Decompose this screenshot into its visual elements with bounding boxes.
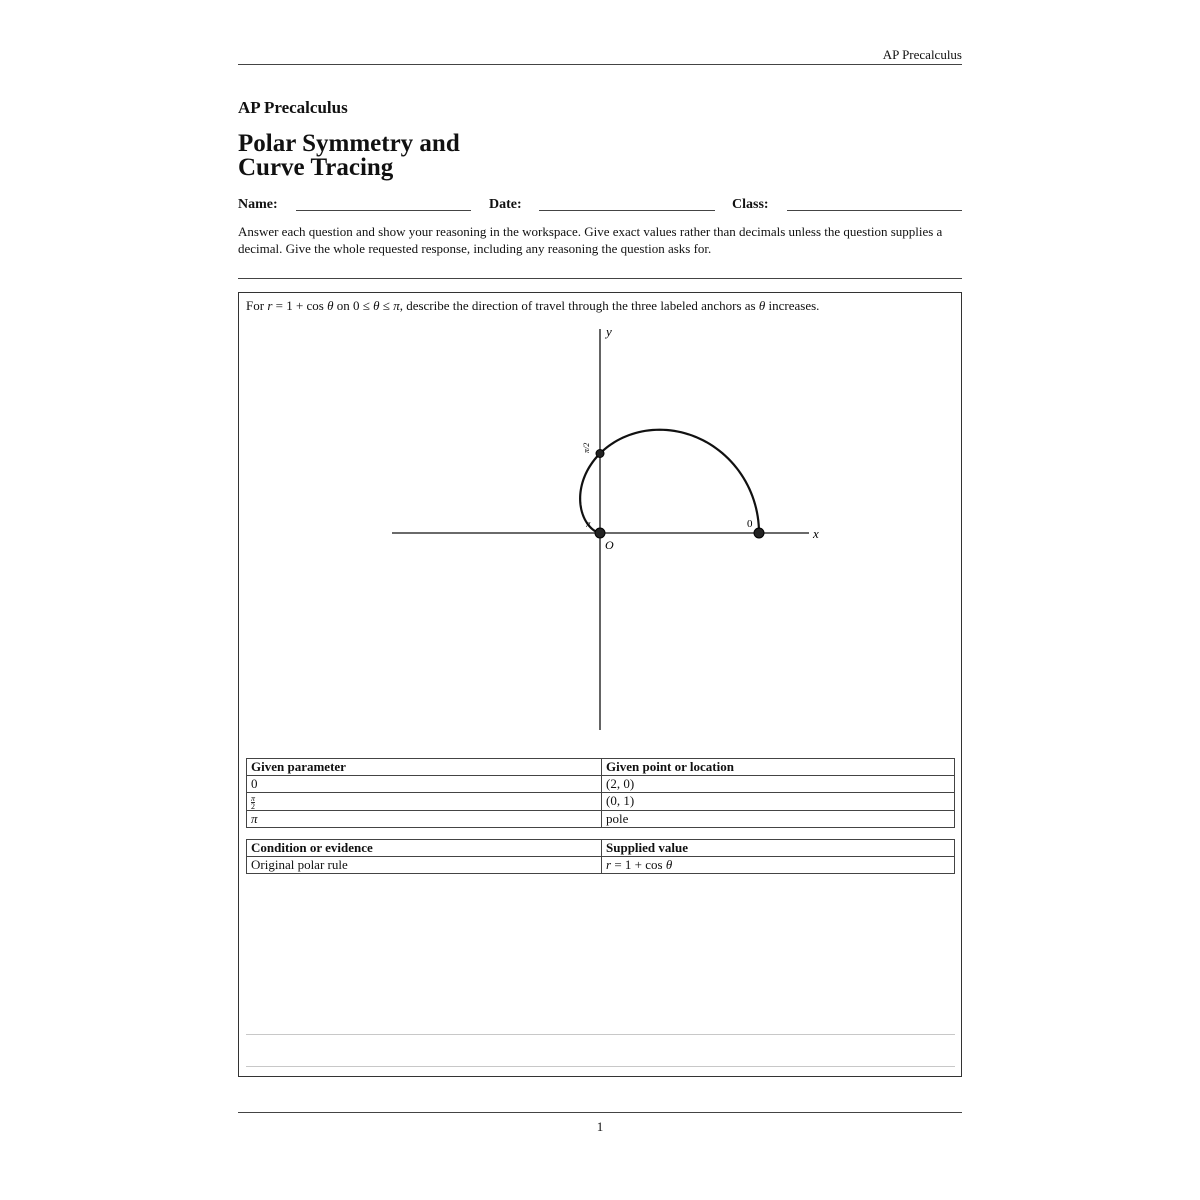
column-header: Given point or location — [602, 759, 955, 776]
answer-line[interactable] — [246, 1034, 955, 1035]
worksheet-page — [238, 0, 962, 1200]
header-rule — [238, 64, 962, 65]
prompt-text: on 0 ≤ — [333, 298, 374, 313]
class-label: Class: — [732, 197, 769, 212]
anchor-label-pi: π — [586, 519, 591, 529]
running-header: AP Precalculus — [882, 47, 962, 62]
anchor-point-theta-0 — [754, 528, 764, 538]
value-var-r: r — [606, 857, 612, 872]
y-axis-label: y — [606, 324, 612, 339]
prompt-text: = 1 + cos — [272, 298, 328, 313]
column-header: Supplied value — [602, 840, 955, 857]
param-cell — [247, 793, 602, 811]
point-cell: (0, 1) — [602, 793, 955, 811]
anchor-point-theta-pi — [595, 528, 605, 538]
prompt-text: ≤ — [379, 298, 394, 313]
table-row — [247, 857, 955, 874]
question-box — [238, 292, 962, 1077]
instructions-rule — [238, 278, 962, 279]
table-row — [247, 793, 955, 811]
worksheet-title — [238, 132, 460, 180]
name-label: Name: — [238, 197, 278, 212]
conditions-table — [246, 839, 955, 874]
table-header-row — [247, 840, 955, 857]
param-cell: 0 — [247, 776, 602, 793]
fraction-numerator: π — [251, 793, 256, 803]
table-header-row — [247, 759, 955, 776]
param-cell: π — [247, 810, 602, 827]
student-info-fields — [238, 197, 962, 215]
column-header: Given parameter — [247, 759, 602, 776]
prompt-var-theta: θ — [327, 298, 334, 313]
prompt-pi: π — [393, 298, 400, 313]
point-cell: (2, 0) — [602, 776, 955, 793]
course-name: AP Precalculus — [238, 98, 348, 117]
instructions: Answer each question and show your reasoning in the workspace. Give exact values rather than decimals unless the question supplies a decimal. Give the whole requested response, including any reasoning the question asks for. — [238, 224, 943, 256]
fraction-denominator: 2 — [251, 801, 255, 811]
page-number: 1 — [596, 1119, 604, 1134]
given-parameters-table — [246, 758, 955, 828]
prompt-var-theta: θ — [373, 298, 380, 313]
class-field[interactable] — [787, 210, 962, 211]
table-row — [247, 776, 955, 793]
date-label: Date: — [489, 197, 522, 212]
answer-line[interactable] — [246, 1066, 955, 1067]
prompt-text: For — [246, 298, 268, 313]
footer-rule — [238, 1112, 962, 1113]
prompt-text: increases. — [765, 298, 820, 313]
name-field[interactable] — [296, 210, 471, 211]
table-row — [247, 810, 955, 827]
value-var-theta: θ — [665, 857, 673, 872]
value-text: = 1 + cos — [611, 857, 666, 872]
date-field[interactable] — [539, 210, 715, 211]
anchor-label-0: 0 — [747, 518, 753, 530]
title-line-2: Curve Tracing — [238, 154, 394, 181]
polar-graph — [239, 293, 961, 753]
condition-cell: Original polar rule — [247, 857, 602, 874]
point-cell: pole — [602, 810, 955, 827]
prompt-var-theta: θ — [758, 298, 766, 313]
column-header: Condition or evidence — [247, 840, 602, 857]
origin-label: O — [605, 538, 614, 552]
title-line-1: Polar Symmetry and — [238, 130, 460, 157]
fraction — [251, 795, 255, 810]
x-axis-label: x — [813, 526, 819, 541]
value-cell — [602, 857, 955, 874]
prompt-text: , describe the direction of travel through the three labeled anchors as — [399, 298, 759, 313]
anchor-point-theta-pi-over-2 — [596, 450, 604, 458]
anchor-label-pi-over-2: π/2 — [582, 442, 591, 453]
prompt-var-r: r — [267, 298, 273, 313]
polar-curve — [580, 430, 759, 533]
